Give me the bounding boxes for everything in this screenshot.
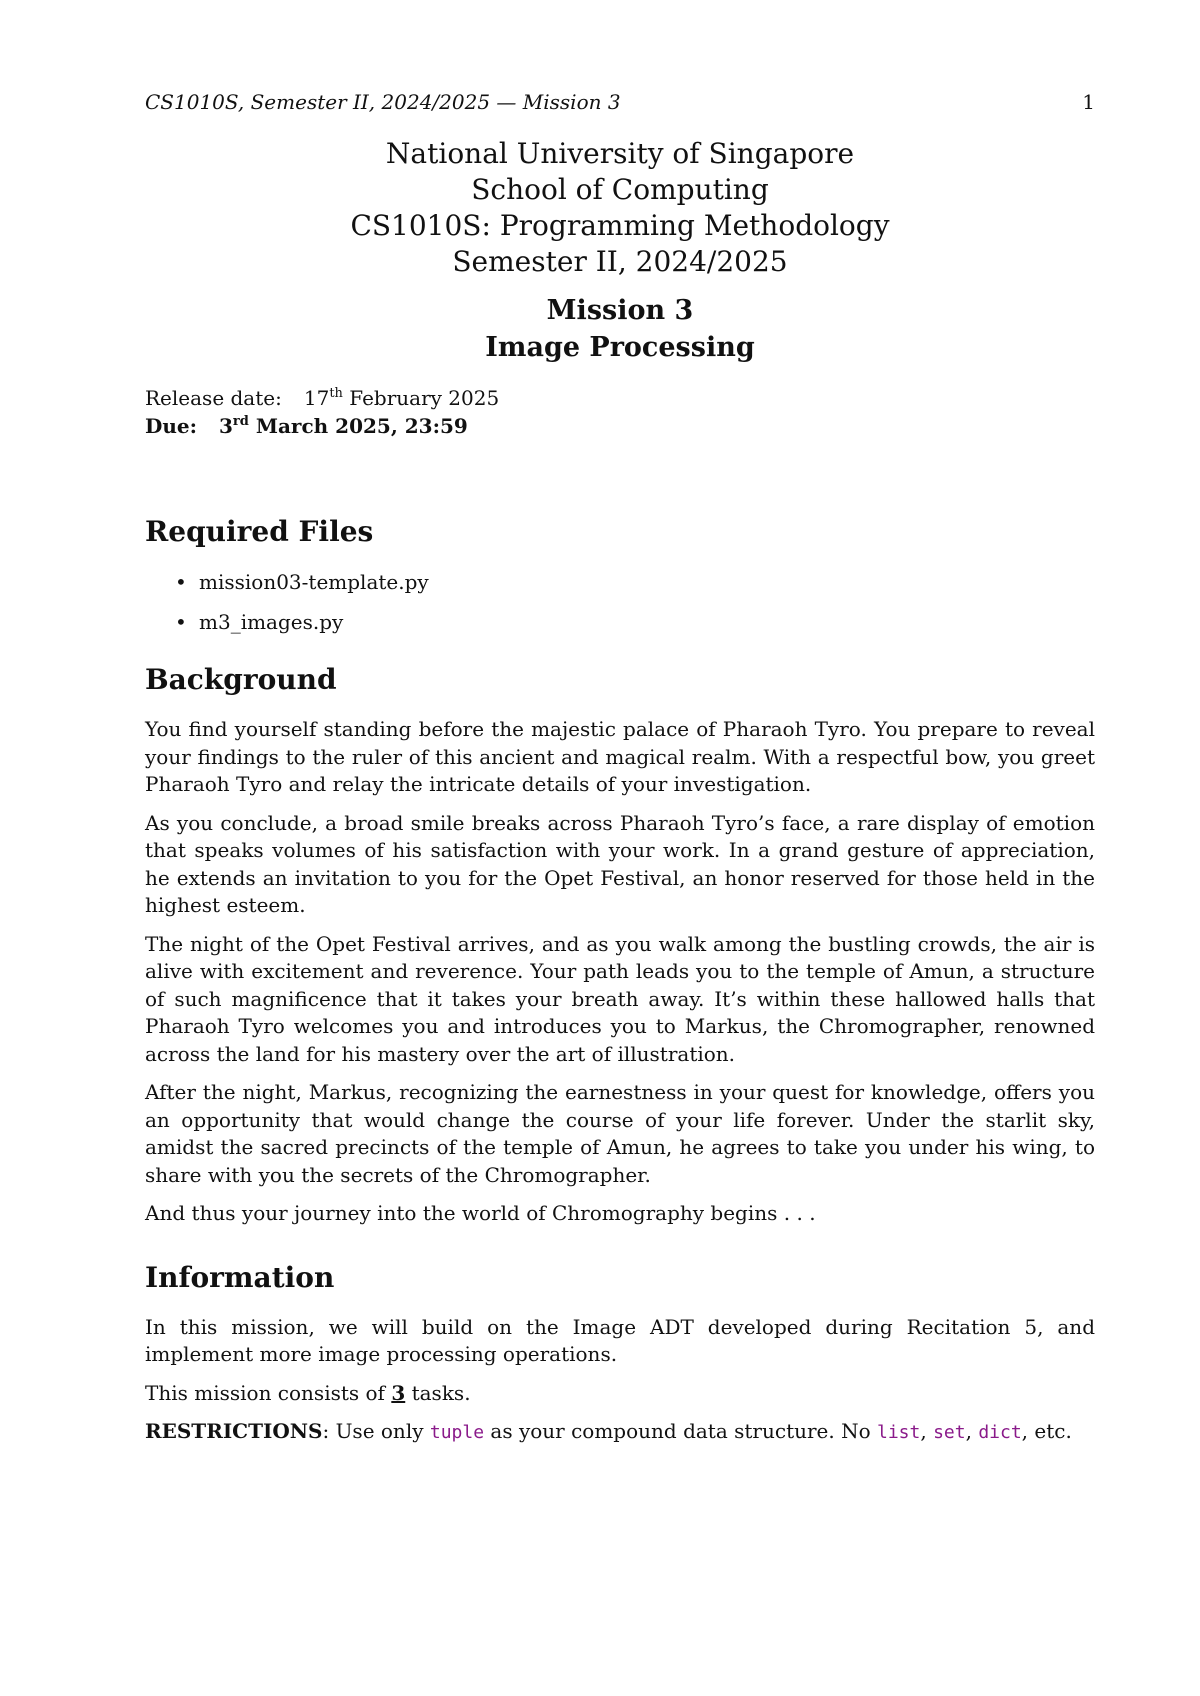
- separator: ,: [965, 1419, 979, 1443]
- document-page: [145, 88, 1095, 1447]
- tasks-count-line: [145, 1380, 1095, 1408]
- mission-number: Mission 3: [546, 295, 694, 326]
- code-set: set: [933, 1422, 966, 1443]
- mission-name: Image Processing: [485, 332, 755, 363]
- information-intro: In this mission, we will build on the Image ADT developed during Recitation 5, and implement more image processing operations.: [145, 1314, 1095, 1366]
- information-heading: Information: [145, 1260, 335, 1294]
- code-dict: dict: [978, 1422, 1022, 1443]
- due-date: [145, 412, 1095, 440]
- due-label: Due:: [145, 414, 197, 438]
- due-day: 3: [219, 414, 233, 438]
- code-list: list: [877, 1422, 921, 1443]
- release-date: [145, 384, 1095, 412]
- university-name: National University of Singapore: [385, 137, 855, 170]
- title-block: [145, 136, 1095, 280]
- restrictions-text: as your compound data structure. No: [484, 1419, 877, 1443]
- required-files-heading: Required Files: [145, 515, 374, 548]
- background-paragraph: You find yourself standing before the majestic palace of Pharaoh Tyro. You prepare to reveal your findings to the ruler of this ancient and magical realm. With a respectful bow, you greet Pharaoh Tyro and relay the intricate details of your investigation.: [145, 717, 1095, 796]
- list-item: [175, 608, 1095, 636]
- file-name: mission03-template.py: [199, 570, 429, 594]
- restrictions-text: : Use only: [322, 1419, 430, 1443]
- tasks-count: 3: [391, 1380, 406, 1405]
- bullet-icon: •: [175, 570, 187, 594]
- information-body: [145, 1314, 1095, 1447]
- release-label: Release date:: [145, 386, 282, 410]
- list-item: [175, 568, 1095, 596]
- background-paragraph: The night of the Opet Festival arrives, and as you walk among the bustling crowds, the air is alive with excitement and reverence. Your path leads you to the temple of Amun, a structure of such magnificence that it takes your breath away. It’s within these hallowed halls that Pharaoh Tyro welcomes you and introduces you to Markus, the Chromographer, renowned across the land for his mastery over the art of illustration.: [145, 931, 1095, 1066]
- background-paragraph: As you conclude, a broad smile breaks across Pharaoh Tyro’s face, a rare display of emotion that speaks volumes of his satisfaction with your work. In a grand gesture of appreciation, he extends an invitation to you for the Opet Festival, an honor reserved for those held in the highest esteem.: [145, 810, 1095, 917]
- background-paragraph: And thus your journey into the world of Chromography begins . . .: [145, 1201, 816, 1225]
- release-rest: February 2025: [342, 386, 500, 410]
- dates-block: [145, 384, 1095, 440]
- release-suffix: th: [329, 386, 343, 402]
- page-number: 1: [1082, 90, 1095, 114]
- due-suffix: rd: [232, 414, 249, 430]
- running-title: CS1010S, Semester II, 2024/2025 — Mission 3: [145, 90, 621, 114]
- restrictions-end: , etc.: [1021, 1419, 1072, 1443]
- background-body: [145, 716, 1095, 1228]
- tasks-suffix: tasks.: [405, 1380, 471, 1405]
- tasks-prefix: This mission consists of: [145, 1380, 392, 1405]
- school-name: School of Computing: [471, 173, 769, 206]
- background-paragraph: After the night, Markus, recognizing the earnestness in your quest for knowledge, offers you an opportunity that would change the course of your life forever. Under the starlit sky, amidst the sacred precincts of the temple of Amun, he agrees to take you under his wing, to share with you the secrets of the Chromographer.: [145, 1080, 1095, 1187]
- course-name: CS1010S: Programming Methodology: [350, 209, 890, 242]
- release-day: 17: [303, 386, 330, 410]
- file-name: m3_images.py: [199, 610, 344, 634]
- required-files-list: [145, 568, 1095, 636]
- restrictions-label: RESTRICTIONS: [145, 1419, 323, 1443]
- running-header: [145, 88, 1095, 116]
- bullet-icon: •: [175, 610, 187, 634]
- separator: ,: [920, 1419, 934, 1443]
- mission-title-block: [145, 292, 1095, 366]
- restrictions-line: [145, 1418, 1095, 1447]
- semester: Semester II, 2024/2025: [452, 245, 788, 278]
- code-tuple: tuple: [429, 1422, 485, 1443]
- background-heading: Background: [145, 663, 337, 696]
- due-rest: March 2025, 23:59: [248, 414, 468, 438]
